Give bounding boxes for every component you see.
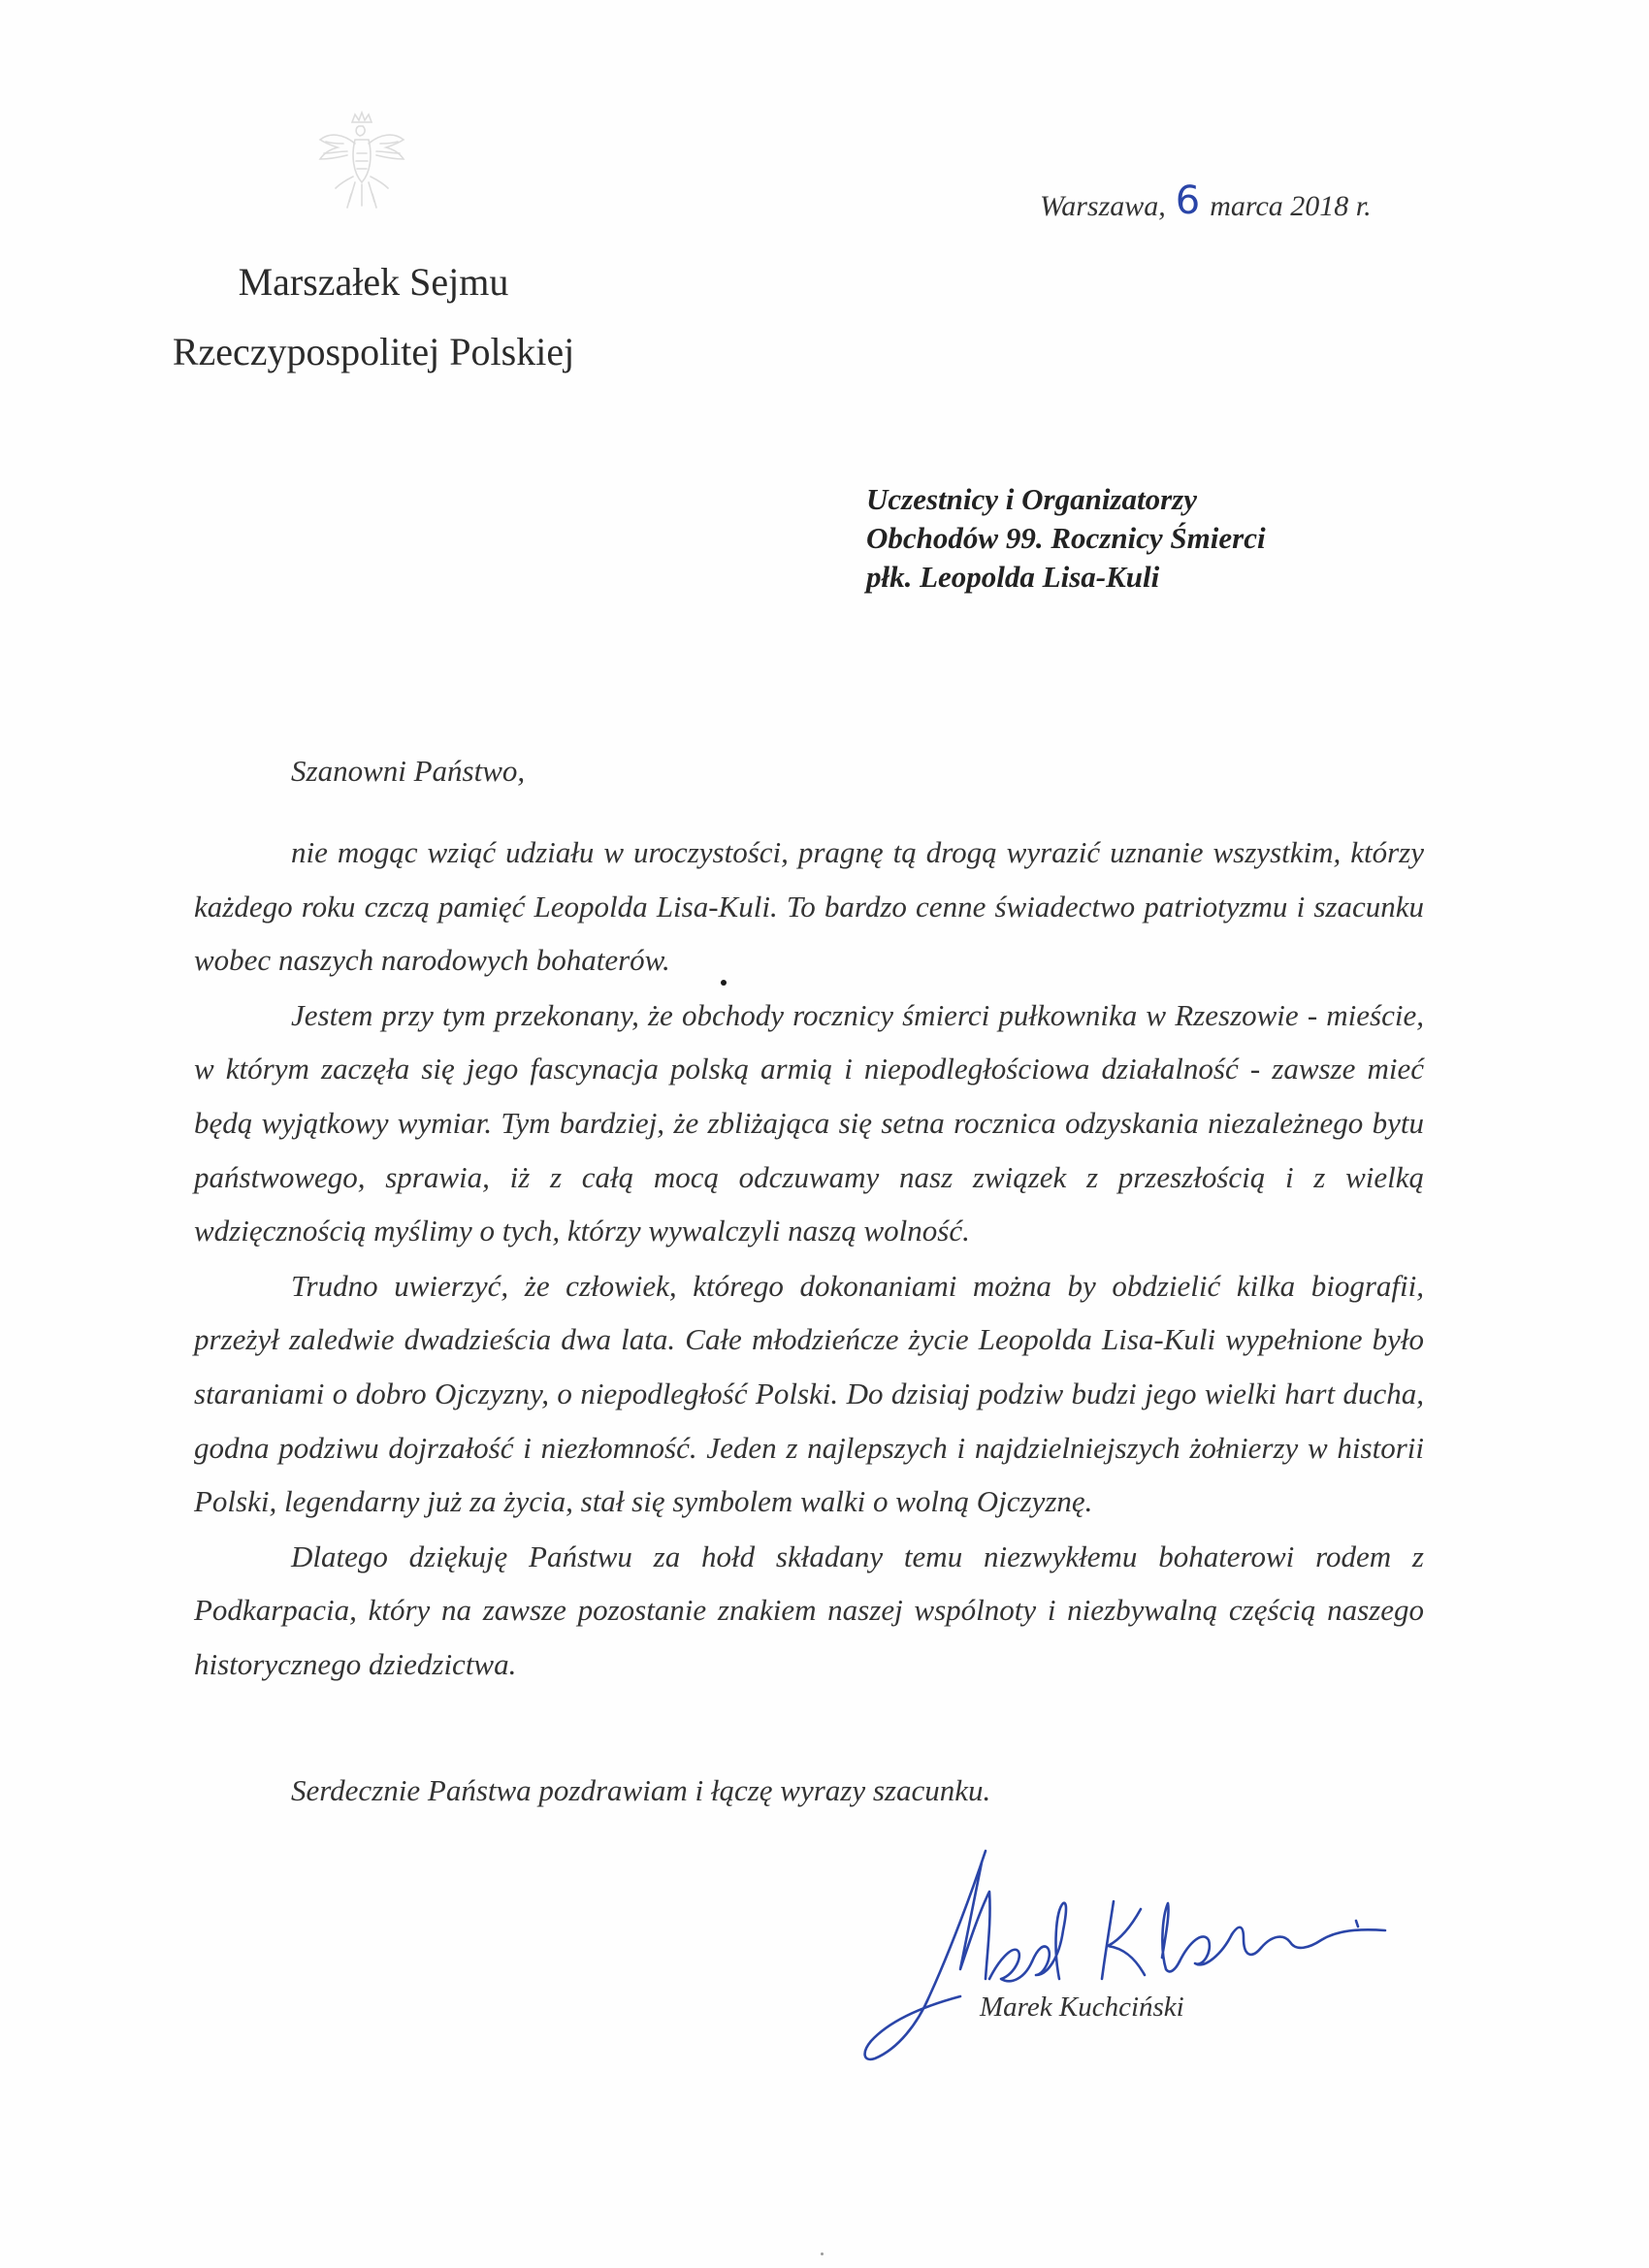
date-city: Warszawa, — [1040, 190, 1166, 222]
date-month-year: marca 2018 r. — [1210, 190, 1372, 222]
polish-eagle-emblem-icon — [308, 105, 415, 231]
salutation: Szanowni Państwo, — [291, 754, 526, 788]
closing-line: Serdecznie Państwa pozdrawiam i łączę wyrazy szacunku. — [291, 1773, 991, 1807]
paragraph-3: Trudno uwierzyć, że człowiek, którego dokonaniami można by obdzielić kilka biografii, przeżył zaledwie dwadzieścia dwa lata. Całe młodzieńcze życie Leopolda Lisa-Kuli wypełnione było staraniami o dobro Ojczyzny, o niepodległość Polski. Do dzisiaj podziw budzi jego wielki hart ducha, godna podziwu dojrzałość i niezłomność. Jeden z najlepszych i najdzielniejszych żołnierzy w historii Polski, legendarny już za życia, stał się symbolem walki o wolną Ojczyznę. — [194, 1268, 1424, 1519]
recipient-block — [866, 480, 1266, 597]
signer-name: Marek Kuchciński — [980, 1992, 1184, 2023]
ink-speck — [821, 2252, 824, 2255]
paragraph-2: Jestem przy tym przekonany, że obchody rocznicy śmierci pułkownika w Rzeszowie - mieście, w którym zaczęła się jego fascynacja polską armią i niepodległościowa działalność - zawsze mieć będą wyjątkowy wymiar. Tym bardziej, że zbliżająca się setna rocznica odzyskania niezależnego bytu państwowego, sprawia, iż z całą mocą odczuwamy nasz związek z przeszłością i z wielką wdzięcznością myślimy o tych, którzy wywalczyli naszą wolność. — [194, 997, 1424, 1248]
sender-title — [150, 247, 597, 387]
paragraph-1: nie mogąc wziąć udziału w uroczystości, pragnę tą drogą wyrazić uznanie wszystkim, którzy każdego roku czczą pamięć Leopolda Lisa-Kuli. To bardzo cenne świadectwo patriotyzmu i szacunku wobec naszych narodowych bohaterów. — [194, 835, 1424, 978]
recipient-line-1: Uczestnicy i Organizatorzy — [866, 482, 1197, 516]
recipient-line-2: Obchodów 99. Rocznicy Śmierci — [866, 521, 1266, 555]
date-line — [1040, 180, 1372, 225]
letter-body — [194, 826, 1424, 1693]
recipient-line-3: płk. Leopolda Lisa-Kuli — [866, 560, 1160, 594]
paragraph-4: Dlatego dziękuję Państwu za hołd składany temu niezwykłemu bohaterowi rodem z Podkarpacia, który na zawsze pozostanie znakiem naszej wspólnoty i niezbywalną częścią naszego historycznego dziedzictwa. — [194, 1539, 1424, 1681]
handwritten-signature — [854, 1833, 1397, 2076]
date-day-handwritten: 6 — [1175, 178, 1201, 223]
sender-line-1: Marszałek Sejmu — [238, 260, 509, 304]
ink-dot — [721, 980, 727, 986]
sender-line-2: Rzeczypospolitej Polskiej — [172, 330, 575, 373]
